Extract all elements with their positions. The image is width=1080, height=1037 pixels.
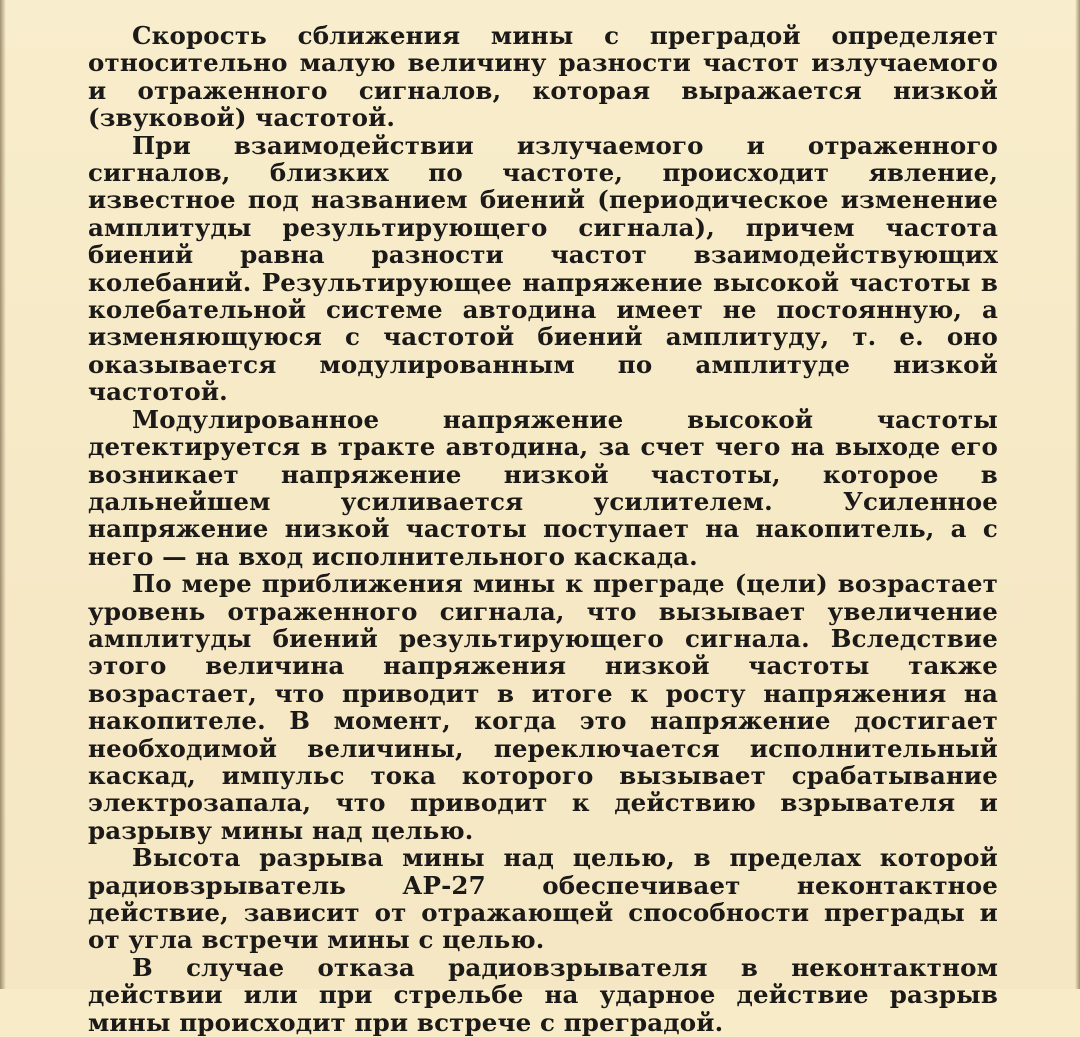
paragraph-3: Модулированное напряжение высокой частоты детектируется в тракте автодина, за счет чего на выходе его возникает напряжение низкой частоты, которое в дальнейшем усиливается усилителем. Усиленное напряжение низкой частоты поступает на накопитель, а с него — на вход исполнительного каскада. — [88, 404, 998, 571]
paragraph-2: При взаимодействии излучаемого и отраженного сигналов, близких по частоте, происходит явление, известное под названием биений (периодическое изменение амплитуды результирующего сигнала), причем частота биений равна разности частот взаимодействующих колебаний. Результирующее напряжение высокой частоты в колебательной системе автодина имеет не постоянную, а изменяющуюся с частотой биений амплитуду, т. е. оно оказывается модулированным по амплитуде низкой частотой. — [88, 130, 998, 407]
paragraph-4: По мере приближения мины к преграде (цели) возрастает уровень отраженного сигнала, что вызывает увеличение амплитуды биений результирующего сигнала. Вследствие этого величина напряжения низкой частоты также возрастает, что приводит в итоге к росту напряжения на накопителе. В момент, когда это напряжение достигает необходимой величины, переключается исполнительный каскад, импульс тока которого вызывает срабатывание электрозапала, что приводит к действию взрывателя и разрыву мины над целью. — [88, 569, 998, 845]
paragraph-6: В случае отказа радиовзрывателя в неконтактном действии или при стрельбе на ударное действие разрыв мины происходит при встрече с преградой. — [88, 952, 998, 1037]
page-edge-left — [0, 0, 6, 989]
page-edge-right — [1075, 0, 1080, 989]
body-text — [88, 22, 998, 1036]
paragraph-5: Высота разрыва мины над целью, в пределах которой радиовзрыватель АР-27 обеспечивает неконтактное действие, зависит от отражающей способности преграды и от угла встречи мины с целью. — [88, 843, 998, 955]
paragraph-1: Скорость сближения мины с преградой определяет относительно малую величину разности частот излучаемого и отраженного сигналов, которая выражается низкой (звуковой) частотой. — [88, 21, 998, 133]
